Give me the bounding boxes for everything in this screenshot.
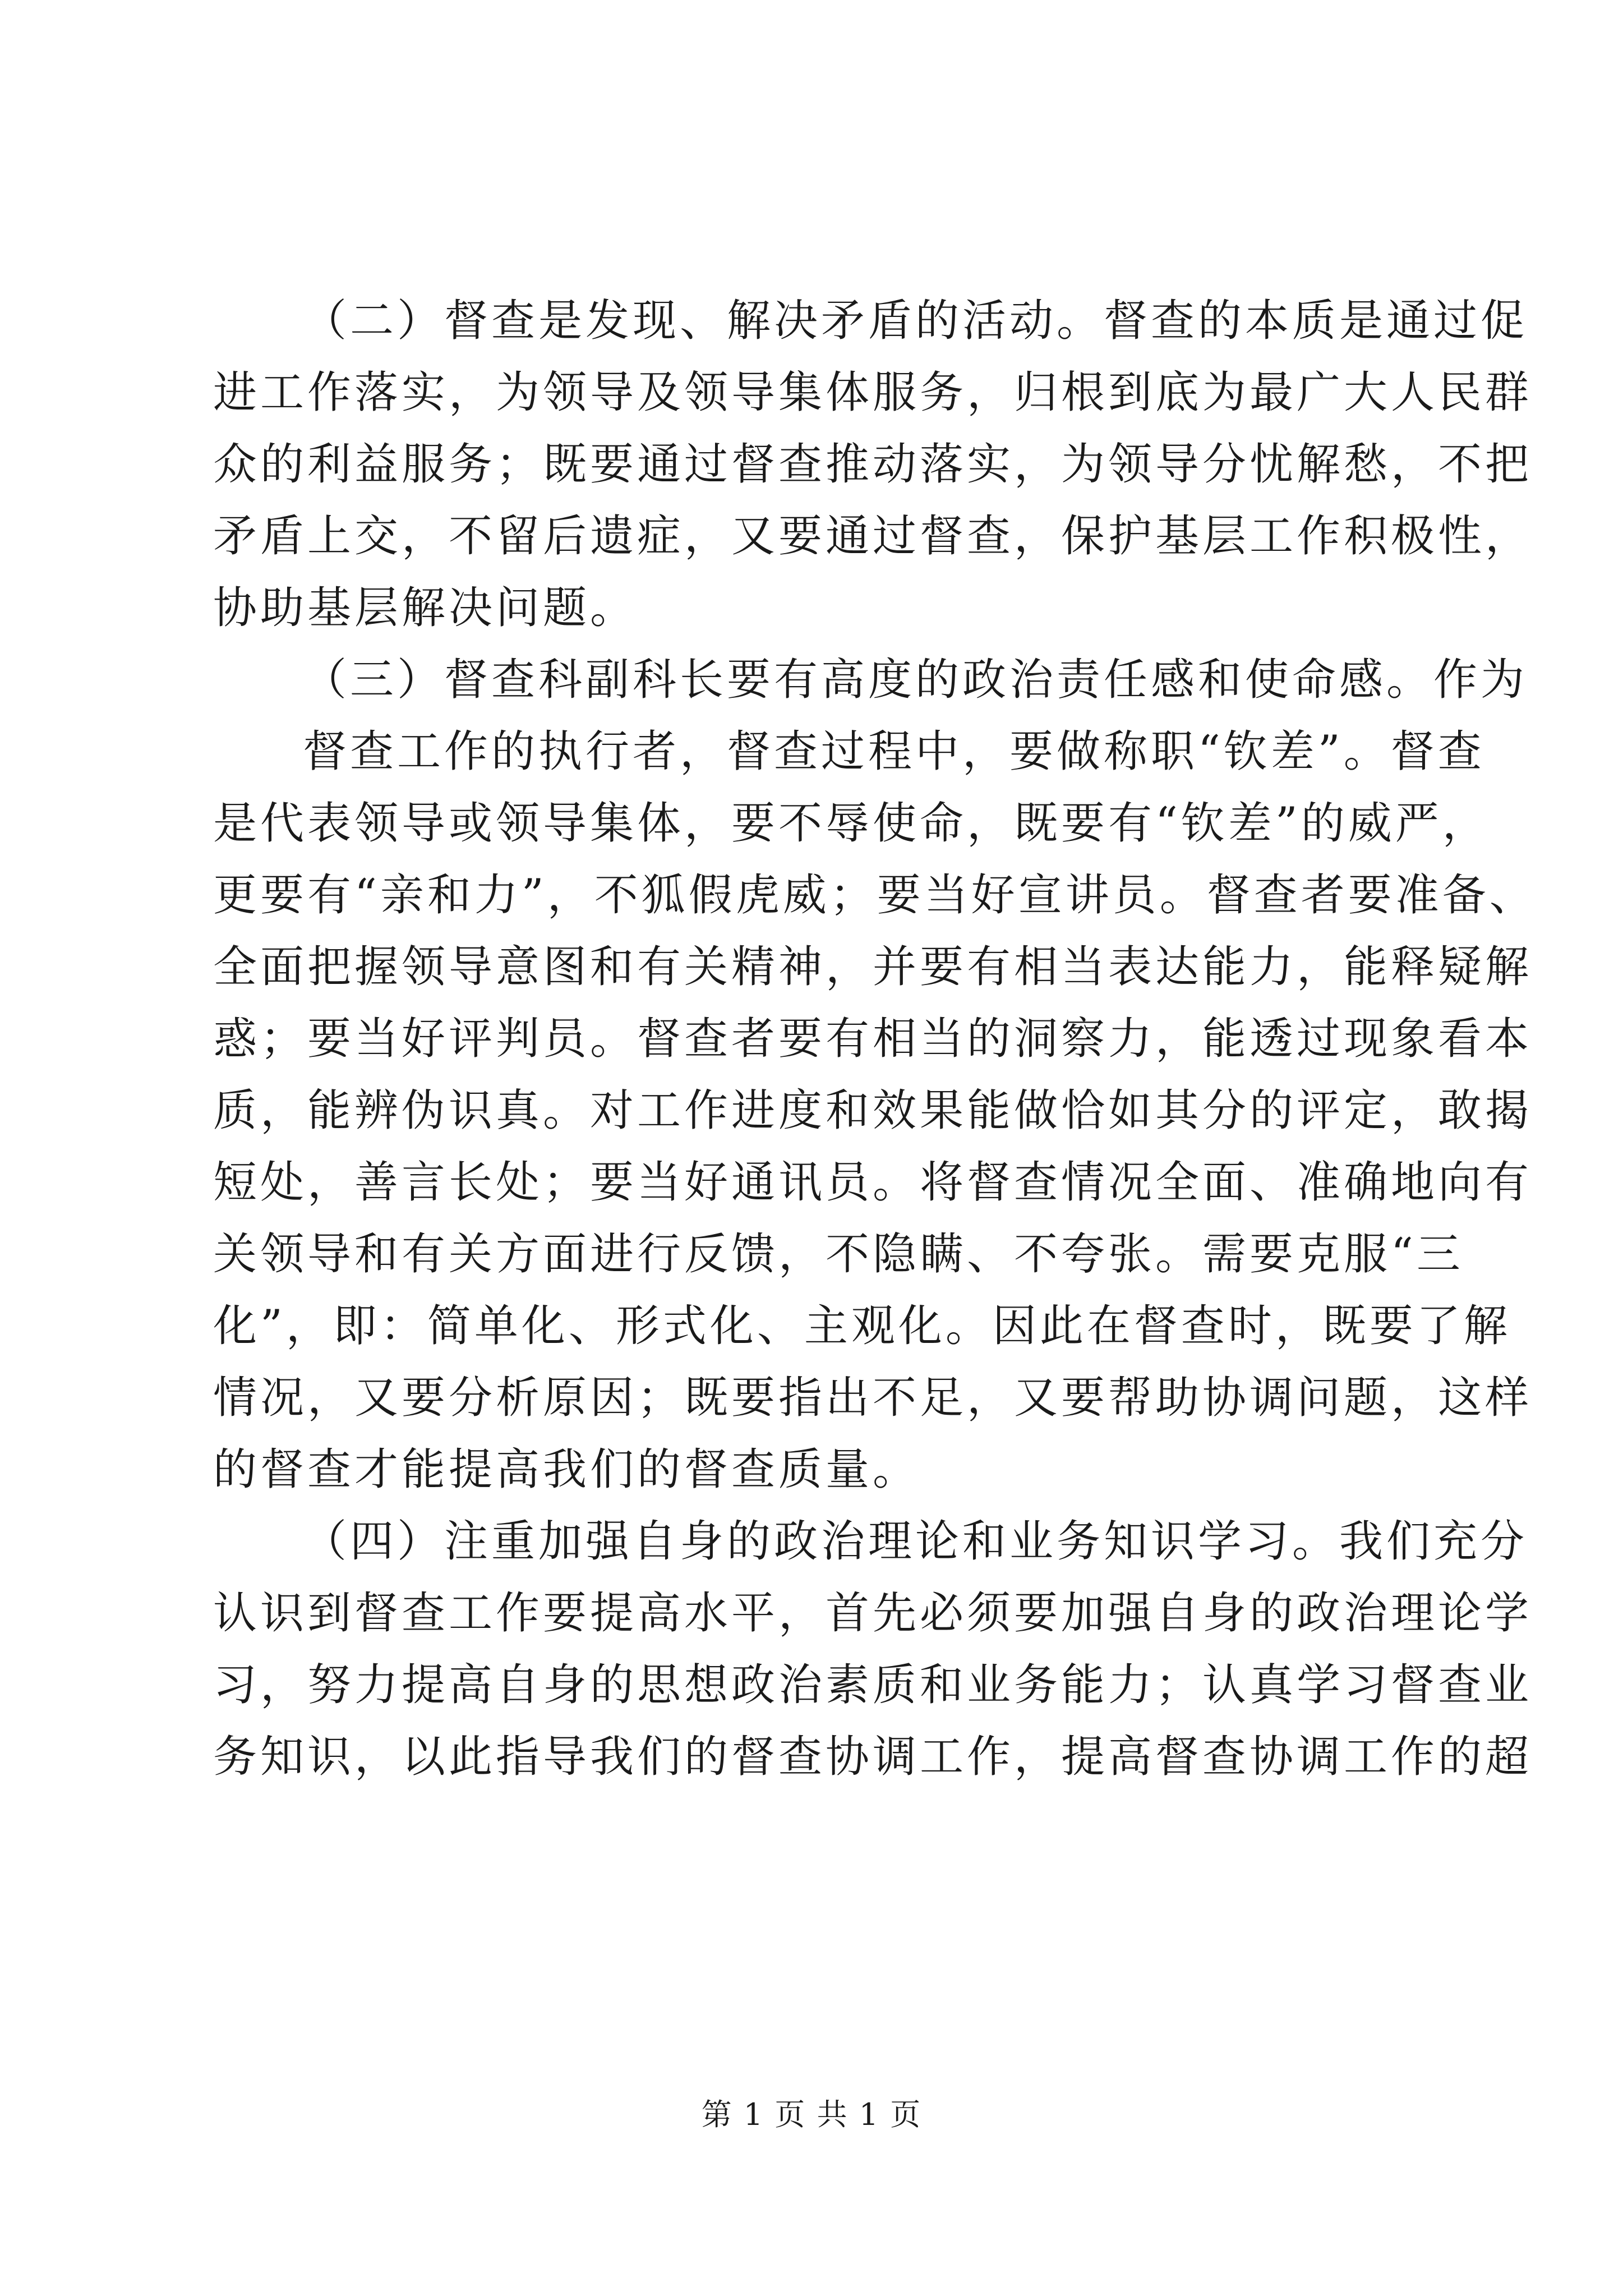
text-line: （三）督查科副科长要有高度的政治责任感和使命感。作为 xyxy=(303,655,1528,705)
text-line: 习，努力提高自身的思想政治素质和业务能力；认真学习督查业 xyxy=(213,1660,1533,1710)
text-line: 质，能辨伪识真。对工作进度和效果能做恰如其分的评定，敢揭 xyxy=(213,1085,1533,1136)
text-line: 短处，善言长处；要当好通讯员。将督查情况全面、准确地向有 xyxy=(213,1157,1533,1208)
text-line: 进工作落实，为领导及领导集体服务，归根到底为最广大人民群 xyxy=(213,367,1533,418)
text-line: 是代表领导或领导集体，要不辱使命，既要有“钦差”的威严， xyxy=(213,798,1490,849)
text-line: 协助基层解决问题。 xyxy=(213,583,638,633)
text-line: 惑；要当好评判员。督查者要有相当的洞察力，能透过现象看本 xyxy=(213,1014,1533,1064)
text-line: 督查工作的执行者，督查过程中，要做称职“钦差”。督查 xyxy=(303,726,1485,777)
text-line: 全面把握领导意图和有关精神，并要有相当表达能力，能释疑解 xyxy=(213,942,1533,992)
text-line: 的督查才能提高我们的督查质量。 xyxy=(213,1444,920,1495)
text-line: 矛盾上交，不留后遗症，又要通过督查，保护基层工作积极性， xyxy=(213,511,1533,562)
text-line: （四）注重加强自身的政治理论和业务知识学习。我们充分 xyxy=(303,1516,1528,1567)
text-line: 情况，又要分析原因；既要指出不足，又要帮助协调问题，这样 xyxy=(213,1373,1533,1423)
text-line: 众的利益服务；既要通过督查推动落实，为领导分忧解愁，不把 xyxy=(213,439,1533,490)
text-line: 更要有“亲和力”，不狐假虎威；要当好宣讲员。督查者要准备、 xyxy=(213,870,1537,921)
text-line: 务知识，以此指导我们的督查协调工作，提高督查协调工作的超 xyxy=(213,1732,1533,1782)
page-footer: 第 1 页 共 1 页 xyxy=(701,2097,922,2132)
text-line: 认识到督查工作要提高水平，首先必须要加强自身的政治理论学 xyxy=(213,1588,1533,1639)
text-line: （二）督查是发现、解决矛盾的活动。督查的本质是通过促 xyxy=(303,296,1528,346)
text-line: 关领导和有关方面进行反馈，不隐瞒、不夸张。需要克服“三 xyxy=(213,1229,1464,1280)
text-line: 化”，即：简单化、形式化、主观化。因此在督查时，既要了解 xyxy=(213,1301,1511,1351)
